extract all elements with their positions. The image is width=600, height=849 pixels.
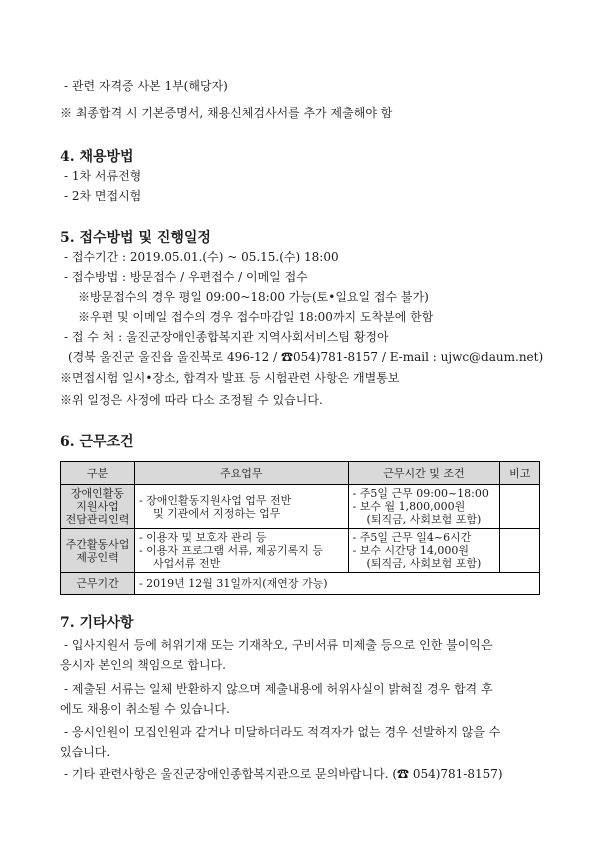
s7-p1-line2: 응시자 본인의 책임으로 합니다. — [60, 658, 226, 672]
table-header-row — [61, 462, 540, 485]
header-duties: 주요업무 — [134, 462, 348, 485]
section-5-title: 5. 접수방법 및 진행일정 — [60, 230, 211, 246]
row1-remark — [500, 485, 540, 529]
row1-category — [61, 485, 135, 529]
final-pass-note: ※ 최종합격 시 기본증명서, 채용신체검사서를 추가 제출해야 함 — [60, 106, 393, 120]
row1-category-line: 지원사업 — [76, 500, 119, 513]
s7-p2-line1: - 제출된 서류는 일체 반환하지 않으며 제출내용에 허위사실이 밝혀질 경우 합격 후 — [64, 682, 493, 696]
s5-note-visit: ※방문접수의 경우 평일 09:00~18:00 가능(토•일요일 접수 불가) — [78, 290, 429, 304]
row2-category-line: 주간활동사업 — [65, 537, 130, 551]
row2-duties — [134, 529, 348, 573]
row2-duty-line: - 이용자 및 보호자 관리 등 — [138, 531, 267, 544]
table-row — [61, 529, 540, 573]
row2-category — [61, 529, 135, 573]
section-6-title: 6. 근무조건 — [60, 434, 134, 450]
row1-duty-line: - 장애인활동지원사업 업무 전반 — [138, 493, 292, 507]
row1-category-line: 전담관리인력 — [65, 513, 130, 526]
row1-condition-line: - 보수 월 1,800,000원 — [352, 500, 466, 513]
s5-method: - 접수방법 : 방문접수 / 우편접수 / 이메일 접수 — [64, 270, 308, 284]
s5-period: - 접수기간 : 2019.05.01.(수) ~ 05.15.(수) 18:00 — [64, 250, 339, 264]
row1-duty-line: 및 기관에서 지정하는 업무 — [152, 506, 281, 520]
s5-address: (경북 울진군 울진읍 울진북로 496-12 / ☎054)781-8157 / E-mail : ujwc@daum.net) — [68, 350, 544, 364]
header-remarks: 비고 — [500, 462, 540, 485]
row1-duties — [134, 485, 348, 529]
s5-note-interview: ※면접시험 일시•장소, 합격자 발표 등 시험관련 사항은 개별통보 — [60, 371, 400, 385]
row2-duty-line: - 이용자 프로그램 서류, 제공기록지 등 — [138, 544, 324, 557]
header-conditions: 근무시간 및 조건 — [348, 462, 500, 485]
row1-conditions — [348, 485, 500, 529]
row1-category-line: 장애인활동 — [70, 487, 125, 500]
row2-conditions — [348, 529, 500, 573]
s7-p1-line1: - 입사지원서 등에 허위기재 또는 기재착오, 구비서류 미제출 등으로 인한 불이익은 — [64, 638, 493, 652]
period-value: - 2019년 12월 31일까지(재연장 가능) — [134, 573, 539, 595]
s4-item-2: - 2차 면접시험 — [64, 189, 142, 203]
row2-condition-line: - 보수 시간당 14,000원 — [352, 544, 469, 557]
s5-note-mail: ※우편 및 이메일 접수의 경우 접수마감일 18:00까지 도착분에 한함 — [78, 310, 434, 324]
certificate-copy-line: - 관련 자격증 사본 1부(해당자) — [64, 79, 228, 93]
row2-condition-line: (퇴직금, 사회보험 포함) — [366, 557, 482, 570]
section-7-title: 7. 기타사항 — [60, 615, 134, 631]
row2-remark — [500, 529, 540, 573]
s5-note-schedule: ※위 일정은 사정에 따라 다소 조정될 수 있습니다. — [60, 393, 323, 407]
row2-category-line: 제공인력 — [76, 550, 119, 564]
s7-p3-line2: 있습니다. — [60, 745, 111, 759]
row2-duty-line: 사업서류 전반 — [152, 557, 221, 570]
s7-p2-line2: 에도 채용이 취소될 수 있습니다. — [60, 702, 230, 716]
row2-condition-line: - 주5일 근무 일4~6시간 — [352, 531, 472, 544]
row1-condition-line: - 주5일 근무 09:00~18:00 — [352, 487, 489, 500]
s7-p3-line1: - 응시인원이 모집인원과 같거나 미달하더라도 적격자가 없는 경우 선발하지 않을 수 — [64, 725, 501, 739]
period-label: 근무기간 — [61, 573, 135, 595]
table-row — [61, 485, 540, 529]
row1-condition-line: (퇴직금, 사회보험 포함) — [366, 513, 482, 526]
table-row — [61, 573, 540, 595]
work-conditions-table — [60, 461, 540, 595]
s5-place: - 접 수 처 : 울진군장애인종합복지관 지역사회서비스팀 황정아 — [64, 330, 389, 344]
s7-p4: - 기타 관련사항은 울진군장애인종합복지관으로 문의바랍니다. (☎ 054)781-8157) — [64, 767, 503, 781]
header-category: 구분 — [61, 462, 135, 485]
s4-item-1: - 1차 서류전형 — [64, 169, 142, 183]
section-4-title: 4. 채용방법 — [60, 149, 134, 165]
